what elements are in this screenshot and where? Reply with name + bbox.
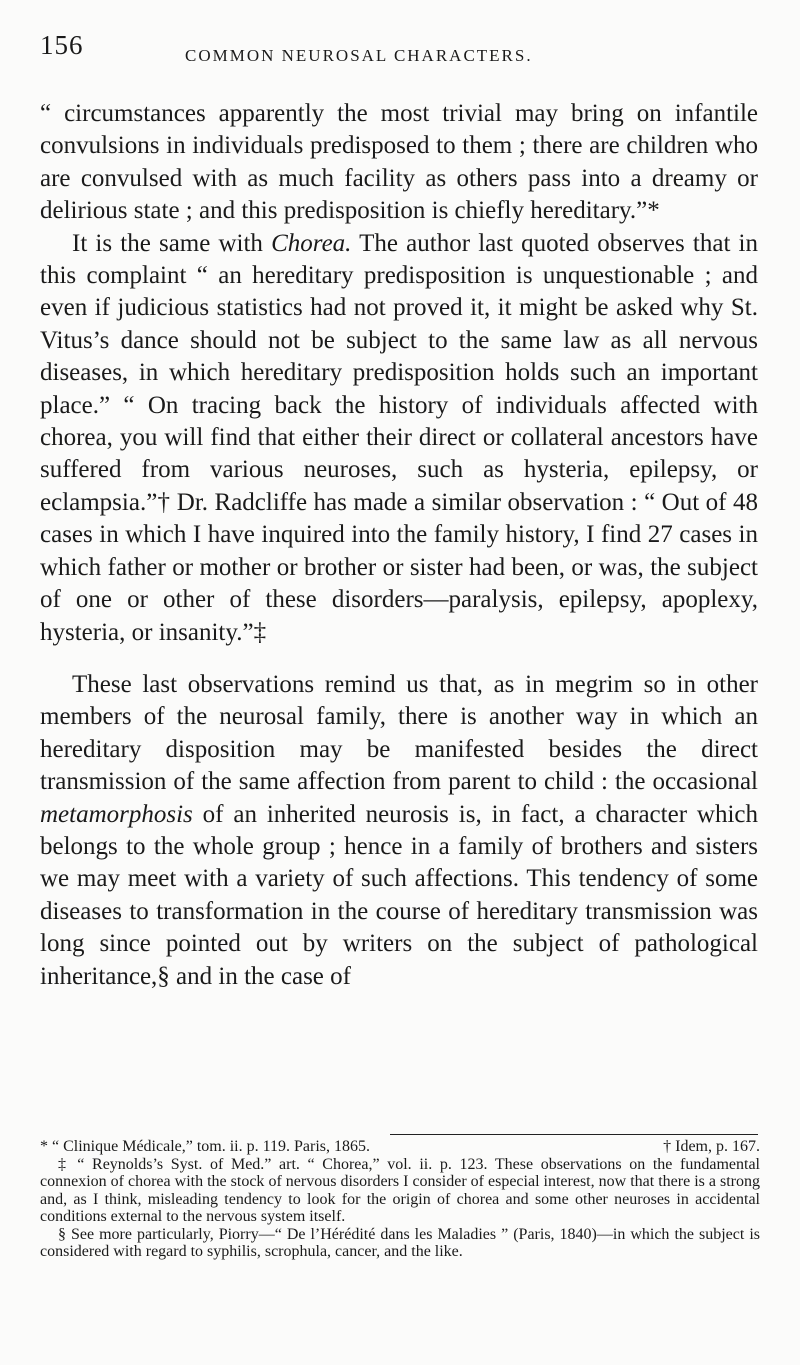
page-header: [40, 30, 760, 70]
page-number: 156: [40, 30, 84, 60]
footnote-section: § See more particularly, Piorry—“ De l’Hérédité dans les Maladies ” (Paris, 1840)—in which the subject is considered with regard to syphilis, scrophula, cancer, and the like.: [40, 1225, 760, 1260]
paragraph-3: [40, 669, 758, 993]
paragraph-1: “ circumstances apparently the most trivial may bring on infantile convulsions in individuals predisposed to them ; there are children who are convulsed with as much facility as others pass into a dreamy or delirious state ; and this predisposition is chiefly hereditary.”*: [40, 100, 758, 225]
running-head: COMMON NEUROSAL CHARACTERS.: [185, 46, 533, 65]
footnote-star: * “ Clinique Médicale,” tom. ii. p. 119. Paris, 1865.: [40, 1138, 371, 1155]
paragraph-2-italic: Chorea.: [271, 229, 352, 257]
footnote-divider: [390, 1134, 758, 1135]
paragraph-3-rest: of an inherited neurosis is, in fact, a character which belongs to the whole group ; hence in a family of brothers and sisters we may meet with a variety of such affections. This tendency of some diseases to transformation in the course of hereditary transmission was long since pointed out by writers on the subject of pathological inheritance,§ and in the case of: [40, 800, 758, 990]
paragraph-3-lead: These last observations remind us that, as in megrim so in other members of the neurosal family, there is another way in which an hereditary disposition may be manifested besides the direct transmission of the same affection from parent to child : the occasional: [40, 670, 758, 796]
footnote-dagger: † Idem, p. 167.: [663, 1138, 760, 1155]
footnote-double-dagger: ‡ “ Reynolds’s Syst. of Med.” art. “ Chorea,” vol. ii. p. 123. These observations on the fundamental connexion of chorea with the stock of nervous disorders I consider of especial interest, now that there is a strong and, as I think, misleading tendency to look for the origin of chorea and some other neuroses in accidental conditions external to the nervous system itself.: [40, 1155, 760, 1225]
footnote-line-1: [40, 1138, 760, 1156]
paragraph-2: [40, 228, 758, 649]
paragraph-2-rest: The author last quoted observes that in this complaint “ an hereditary predisposition is unquestionable ; and even if judicious statistics had not proved it, it might be asked why St. Vitus’s dance should not be subject to the same law as all nervous diseases, in which hereditary predisposition holds such an important place.” “ On tracing back the history of individuals affected with chorea, you will find that either their direct or collateral ancestors have suffered from various neuroses, such as hysteria, epilepsy, or eclampsia.”† Dr. Radcliffe has made a similar observation : “ Out of 48 cases in which I have inquired into the family history, I find 27 cases in which father or mother or brother or sister had been, or was, the subject of one or other of these disorders—paralysis, epilepsy, apoplexy, hysteria, or insanity.”‡: [40, 229, 759, 646]
footnotes: [40, 1138, 760, 1261]
body-text: [40, 98, 758, 993]
paragraph-3-italic: metamorphosis: [40, 800, 193, 828]
paragraph-2-lead: It is the same with: [72, 229, 272, 257]
